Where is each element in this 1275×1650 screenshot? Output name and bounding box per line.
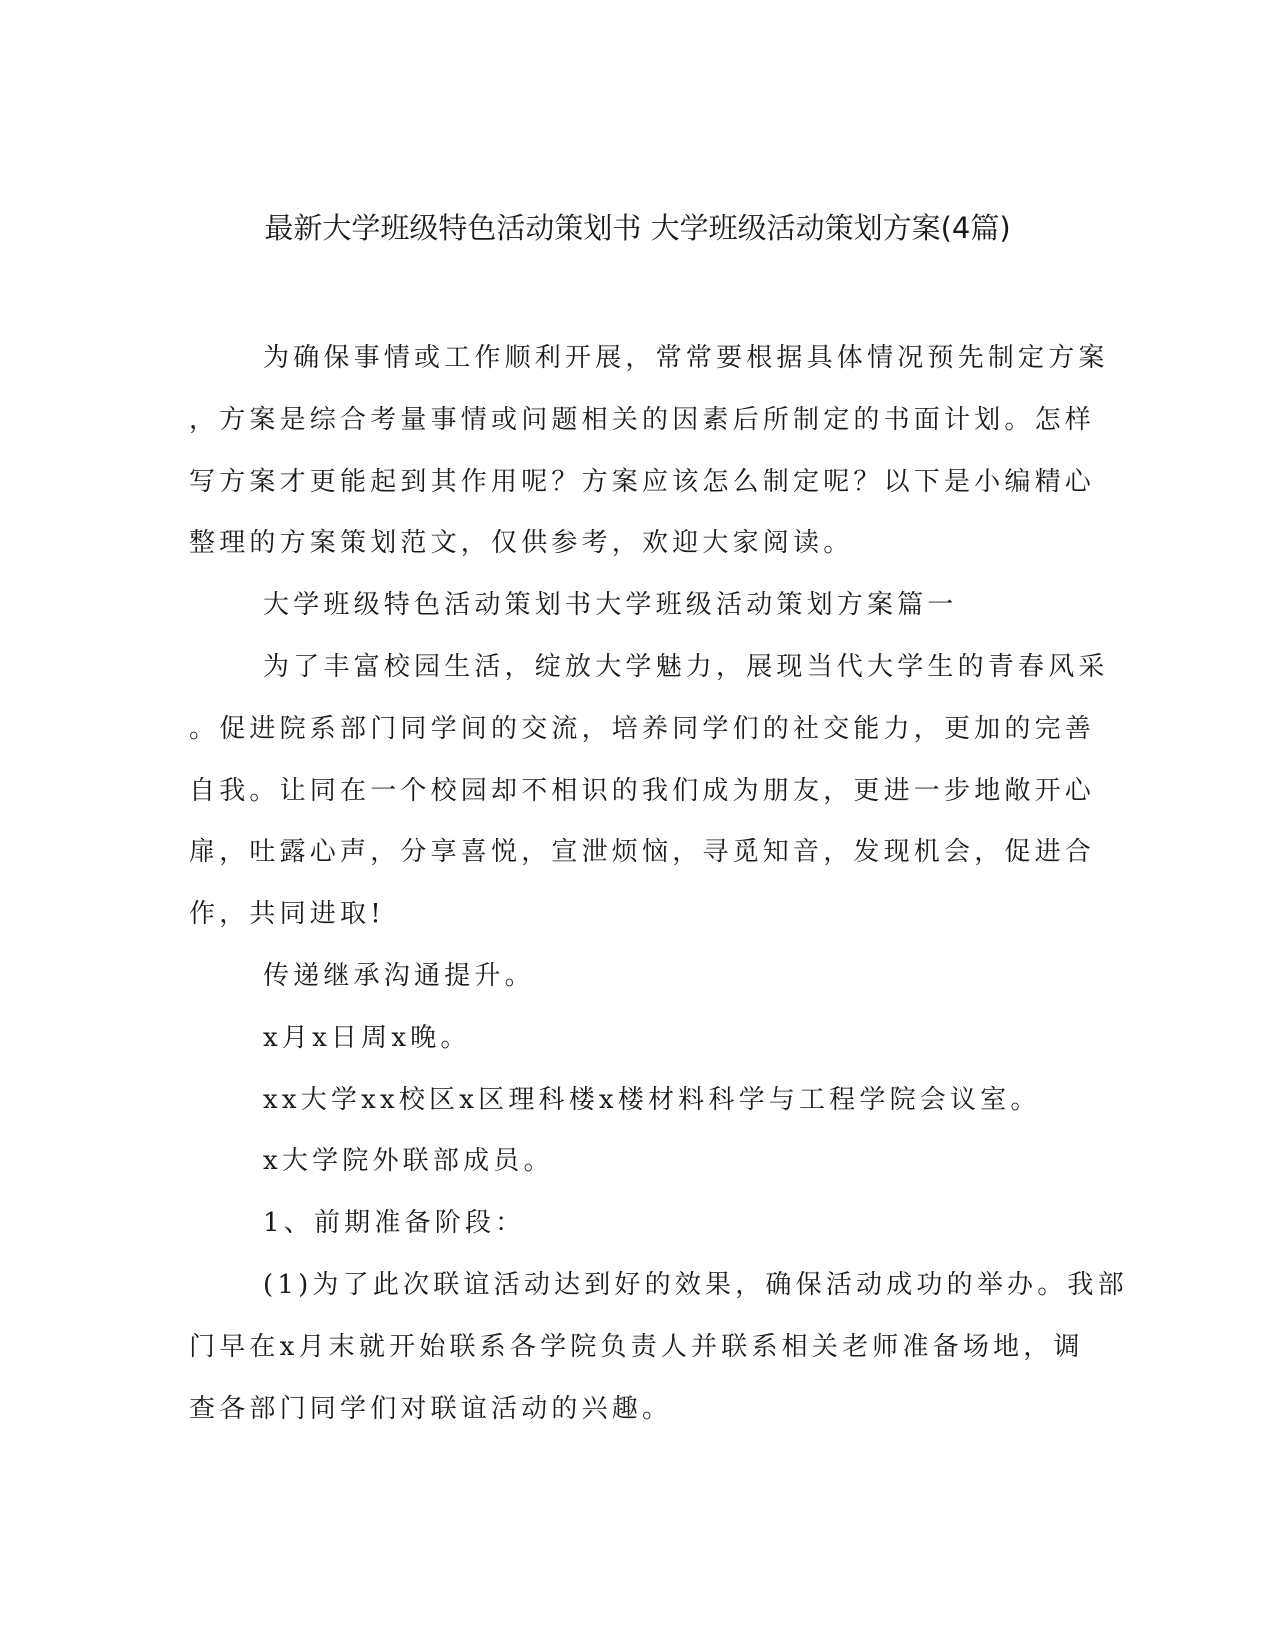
document-title: 最新大学班级特色活动策划书 大学班级活动策划方案(4篇) <box>264 211 1011 245</box>
text-line: 扉，吐露心声，分享喜悦，宣泄烦恼，寻觅知音，发现机会，促进合 <box>189 837 1096 868</box>
text-line: ，方案是综合考量事情或问题相关的因素后所制定的书面计划。怎样 <box>189 404 1096 435</box>
text-line: 为确保事情或工作顺利开展，常常要根据具体情况预先制定方案 <box>263 343 1109 373</box>
document-body <box>189 328 1128 1440</box>
text-line: 查各部门同学们对联谊活动的兴趣。 <box>189 1393 673 1424</box>
text-line: (1)为了此次联谊活动达到好的效果，确保活动成功的举办。我部 <box>263 1269 1128 1300</box>
paragraph-participants <box>189 1131 1089 1193</box>
paragraph-theme <box>189 946 1089 1008</box>
paragraph-preparation <box>189 1255 1128 1440</box>
text-line: 门早在x月末就开始联系各学院负责人并联系相关老师准备场地，调 <box>189 1331 1084 1362</box>
text-line: 作，共同进取! <box>189 899 385 930</box>
section-heading <box>189 575 1089 637</box>
paragraph-intro <box>189 328 1109 575</box>
paragraph-location <box>189 1070 1089 1132</box>
paragraph-purpose <box>189 637 1109 946</box>
text-line: 。促进院系部门同学间的交流，培养同学们的社交能力，更加的完善 <box>189 713 1096 744</box>
text-line: 传递继承沟通提升。 <box>263 960 535 991</box>
text-line: 为了丰富校园生活，绽放大学魅力，展现当代大学生的青春风采 <box>263 651 1109 682</box>
text-line: 1、前期准备阶段： <box>263 1208 526 1239</box>
paragraph-stage-heading <box>189 1193 1089 1255</box>
text-line: 整理的方案策划范文，仅供参考，欢迎大家阅读。 <box>189 528 854 559</box>
text-line: x月x日周x晚。 <box>263 1022 471 1053</box>
text-line: xx大学xx校区x区理科楼x楼材料科学与工程学院会议室。 <box>263 1084 1041 1115</box>
paragraph-time <box>189 1008 1089 1070</box>
text-line: 写方案才更能起到其作用呢？方案应该怎么制定呢？以下是小编精心 <box>189 466 1096 497</box>
text-line: 自我。让同在一个校园却不相识的我们成为朋友，更进一步地敞开心 <box>189 775 1096 806</box>
text-line: x大学院外联部成员。 <box>263 1146 554 1177</box>
text-line: 大学班级特色活动策划书大学班级活动策划方案篇一 <box>263 590 958 621</box>
